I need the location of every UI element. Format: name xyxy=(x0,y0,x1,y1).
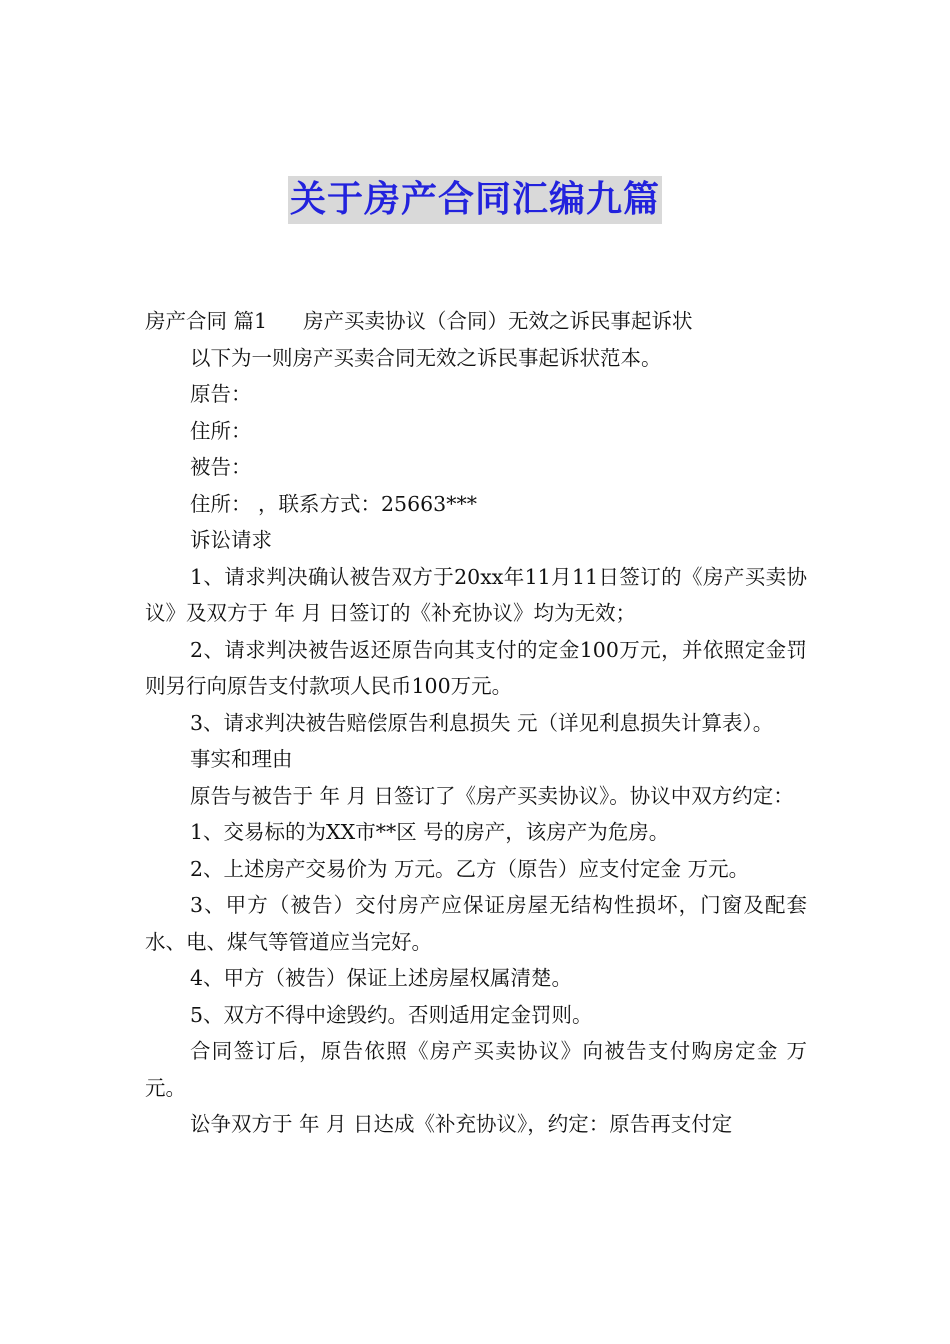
paragraph: 原告： xyxy=(190,382,252,406)
paragraph: 3、甲方（被告）交付房产应保证房屋无结构性损坏，门窗及配套水、电、煤气等管道应当完好。 xyxy=(145,893,807,954)
paragraph: 讼争双方于 年 月 日达成《补充协议》，约定：原告再支付定 xyxy=(190,1112,733,1136)
paragraph: 4、甲方（被告）保证上述房屋权属清楚。 xyxy=(190,966,573,990)
paragraph: 诉讼请求 xyxy=(190,528,272,552)
paragraph: 合同签订后，原告依照《房产买卖协议》向被告支付购房定金 万元。 xyxy=(145,1039,807,1100)
paragraph: 2、上述房产交易价为 万元。乙方（原告）应支付定金 万元。 xyxy=(190,856,750,881)
paragraph: 2、请求判决被告返还原告向其支付的定金100万元，并依照定金罚则另行向原告支付款项人民币100万元。 xyxy=(145,637,807,698)
title-block xyxy=(0,176,950,224)
section-heading-text: 房产买卖协议（合同）无效之诉民事起诉状 xyxy=(303,309,693,333)
paragraph: 被告： xyxy=(190,455,252,479)
paragraph: 3、请求判决被告赔偿原告利息损失 元（详见利息损失计算表）。 xyxy=(190,710,774,735)
document-title: 关于房产合同汇编九篇 xyxy=(288,176,662,224)
section-heading xyxy=(145,303,807,340)
paragraph: 1、交易标的为XX市**区 号的房产，该房产为危房。 xyxy=(190,820,670,844)
paragraph: 以下为一则房产买卖合同无效之诉民事起诉状范本。 xyxy=(190,345,662,370)
paragraph: 住所： xyxy=(190,418,252,443)
paragraph: 1、请求判决确认被告双方于20xx年11月11日签订的《房产买卖协议》及双方于 年 月 日签订的《补充协议》均为无效； xyxy=(145,564,807,625)
document-body xyxy=(145,303,807,1143)
paragraph: 5、双方不得中途毁约。否则适用定金罚则。 xyxy=(190,1002,593,1027)
section-label: 房产合同 篇1 xyxy=(145,309,268,333)
paragraph: 住所： ，联系方式：25663*** xyxy=(190,491,477,516)
paragraph: 事实和理由 xyxy=(190,747,293,771)
paragraph: 原告与被告于 年 月 日签订了《房产买卖协议》。协议中双方约定： xyxy=(190,783,794,808)
